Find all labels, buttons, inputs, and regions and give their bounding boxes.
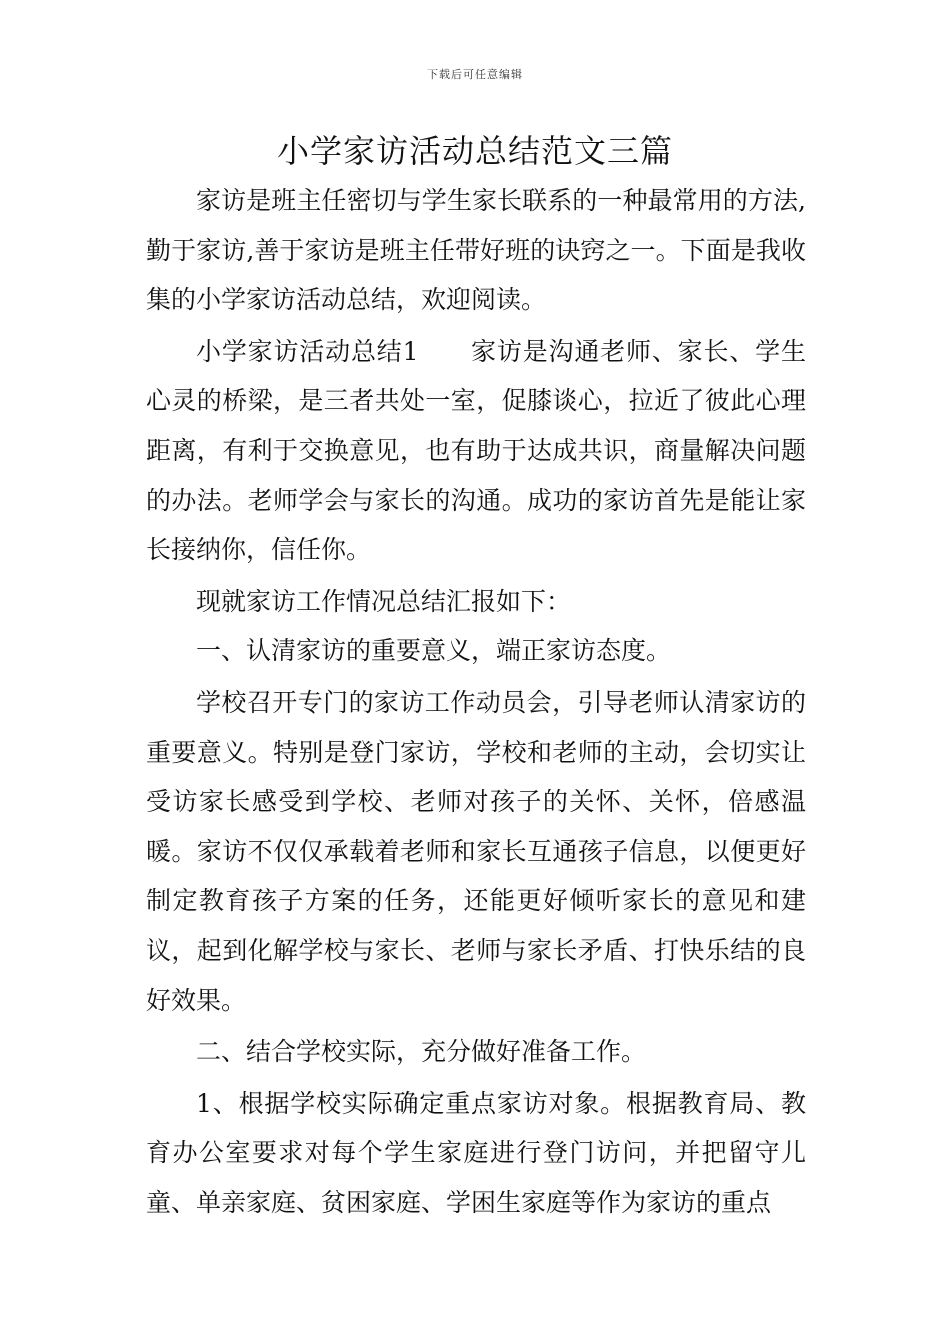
section-heading-2: 二、结合学校实际，充分做好准备工作。 (196, 1037, 647, 1067)
header-note: 下载后可任意编辑 (427, 68, 523, 81)
paragraph-section-1: 学校召开专门的家访工作动员会，引导老师认清家访的重要意义。特别是登门家访，学校和老师的主动，会切实让受访家长感受到学校、老师对孩子的关怀、关怀，倍感温暖。家访不仅仅承载着老师和家长互通孩子信息，以便更好制定教育孩子方案的任务，还能更好倾听家长的意见和建议，起到化解学校与家长、老师与家长矛盾、打快乐结的良好效果。 (146, 687, 806, 1015)
paragraph-item-1: 1、根据学校实际确定重点家访对象。根据教育局、教育办公室要求对每个学生家庭进行登门访问，并把留守儿童、单亲家庭、贫困家庭、学困生家庭等作为家访的重点 (146, 1088, 806, 1217)
paragraph-report-lead: 现就家访工作情况总结汇报如下： (196, 586, 572, 616)
document-title: 小学家访活动总结范文三篇 (276, 132, 673, 170)
paragraph-intro: 家访是班主任密切与学生家长联系的一种最常用的方法,勤于家访,善于家访是班主任带好班的诀窍之一。下面是我收集的小学家访活动总结，欢迎阅读。 (146, 186, 806, 315)
paragraph-summary-1: 小学家访活动总结1 家访是沟通老师、家长、学生心灵的桥梁，是三者共处一室，促膝谈心，拉近了彼此心理距离，有利于交换意见，也有助于达成共识，商量解决问题的办法。老师学会与家长的沟通。成功的家访首先是能让家长接纳你，信任你。 (146, 336, 806, 565)
section-heading-1: 一、认清家访的重要意义，端正家访态度。 (196, 636, 672, 666)
document-body (146, 176, 806, 1227)
